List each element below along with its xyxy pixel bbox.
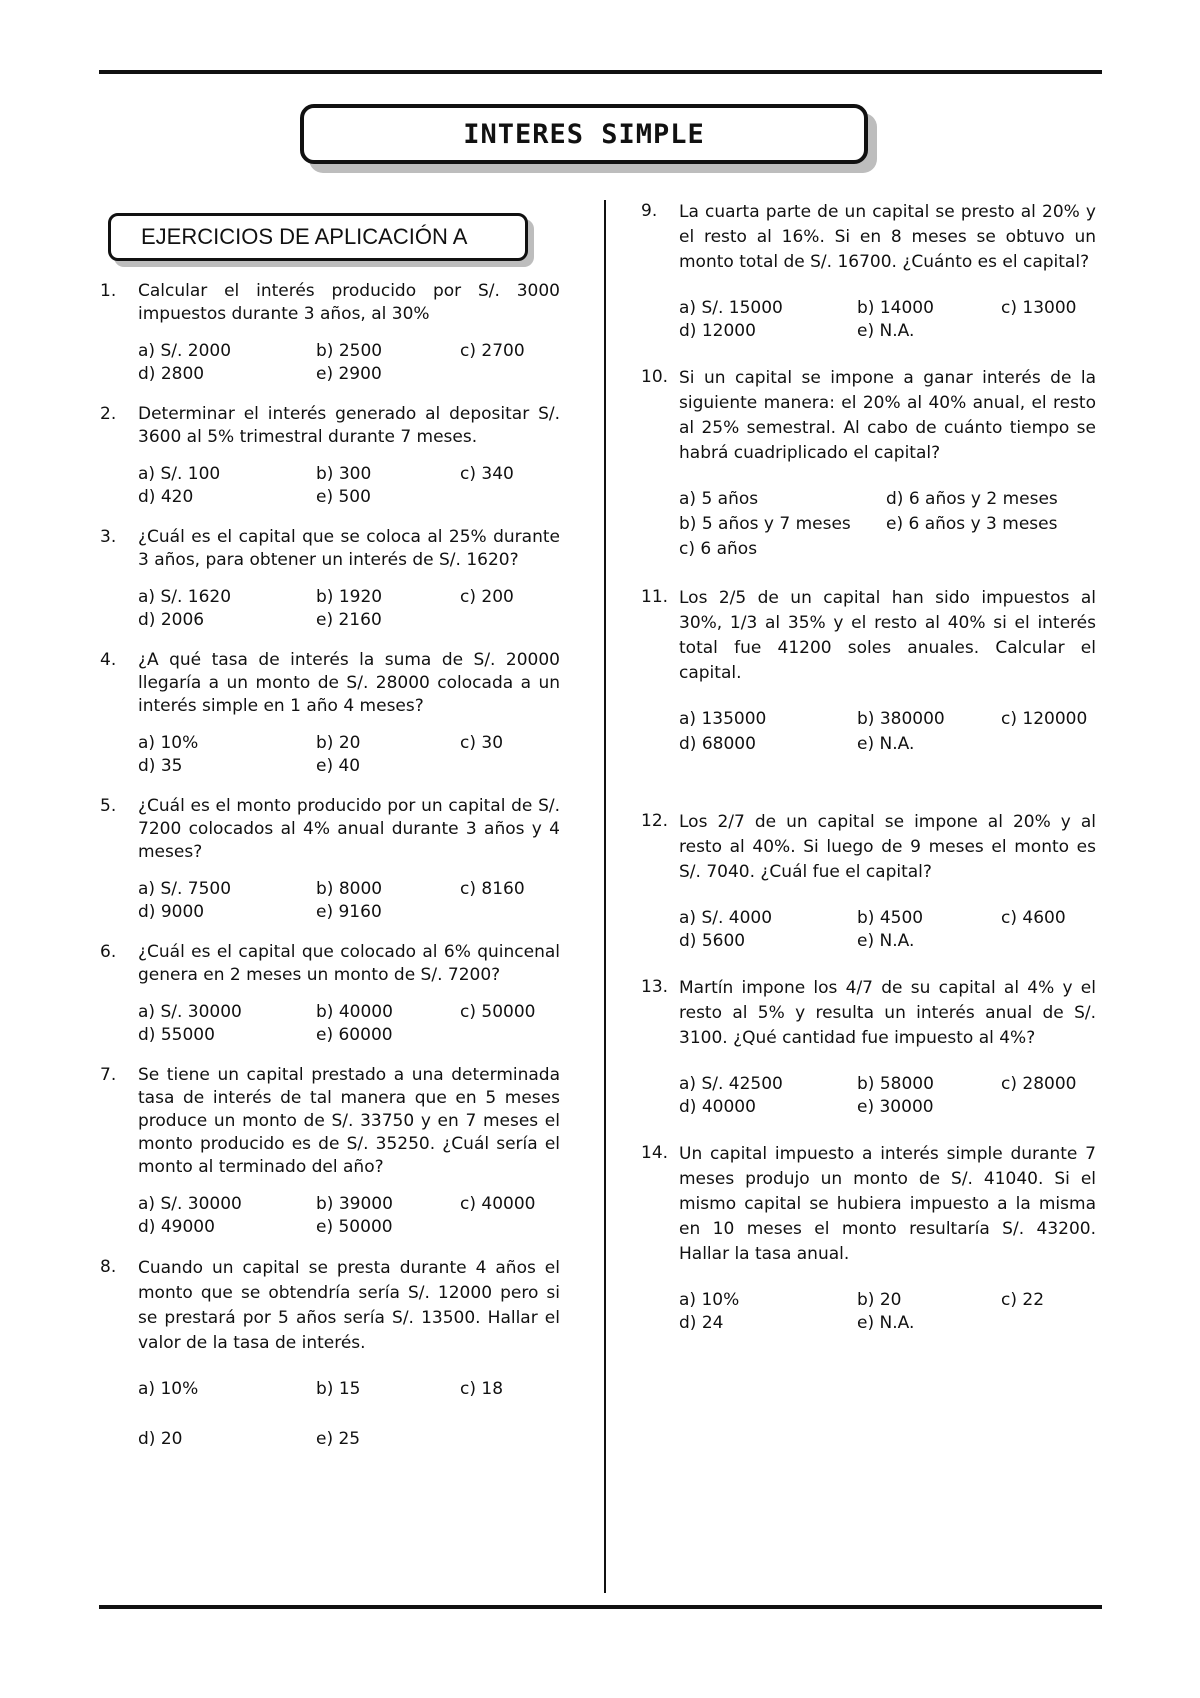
option-c: c) 40000 [460, 1194, 536, 1214]
option-c: c) 18 [460, 1379, 504, 1399]
option-a: a) S/. 7500 [138, 879, 232, 899]
option-e: e) N.A. [857, 1313, 915, 1333]
option-b: b) 15 [316, 1379, 361, 1399]
column-divider [604, 200, 606, 1593]
option-c: c) 8160 [460, 879, 525, 899]
question-13 [641, 976, 1096, 1119]
option-e: e) 2900 [316, 364, 382, 384]
option-d: d) 49000 [138, 1217, 215, 1237]
option-d: d) 2006 [138, 610, 205, 630]
option-b: b) 2500 [316, 341, 383, 361]
option-a: a) 10% [138, 1379, 199, 1399]
option-a: a) 10% [679, 1290, 740, 1310]
option-b: b) 20 [316, 733, 361, 753]
option-d: d) 9000 [138, 902, 205, 922]
option-b: b) 40000 [316, 1002, 393, 1022]
option-d: d) 2800 [138, 364, 205, 384]
options [138, 586, 560, 632]
question-5 [100, 795, 560, 924]
option-d: d) 24 [679, 1313, 724, 1333]
option-c: c) 2700 [460, 341, 525, 361]
option-e: e) 60000 [316, 1025, 393, 1045]
options [679, 708, 1096, 758]
right-column [641, 200, 1096, 1335]
question-number: 2. [100, 404, 117, 424]
option-a: a) S/. 15000 [679, 298, 783, 318]
option-c: c) 4600 [1001, 908, 1066, 928]
option-b: b) 1920 [316, 587, 383, 607]
page-title: INTERES SIMPLE [463, 118, 705, 150]
option-d: d) 55000 [138, 1025, 215, 1045]
question-text: Si un capital se impone a ganar interés de la siguiente manera: el 20% al 40% anual, el resto al 25% semestral. Al cabo de cuánto tiempo se habrá cuadriplicado el capital? [679, 368, 1096, 463]
question-11 [641, 586, 1096, 758]
question-number: 3. [100, 527, 117, 547]
question-text: Los 2/7 de un capital se impone al 20% y al resto al 40%. Si luego de 9 meses el monto es S/. 7040. ¿Cuál fue el capital? [679, 812, 1096, 882]
option-c: c) 120000 [1001, 709, 1088, 729]
option-e: e) 40 [316, 756, 361, 776]
option-d: d) 5600 [679, 931, 746, 951]
option-b: b) 8000 [316, 879, 383, 899]
option-c: c) 22 [1001, 1290, 1045, 1310]
option-e: e) 50000 [316, 1217, 393, 1237]
question-4 [100, 649, 560, 778]
question-text: Determinar el interés generado al depositar S/. 3600 al 5% trimestral durante 7 meses. [138, 404, 560, 447]
option-a: a) S/. 1620 [138, 587, 232, 607]
options [138, 340, 560, 386]
options [138, 1378, 560, 1451]
options [679, 1073, 1096, 1119]
option-b: b) 20 [857, 1290, 902, 1310]
question-12 [641, 810, 1096, 953]
question-6 [100, 941, 560, 1047]
option-d: d) 40000 [679, 1097, 756, 1117]
question-number: 10. [641, 367, 669, 387]
question-text: ¿Cuál es el capital que colocado al 6% quincenal genera en 2 meses un monto de S/. 7200? [138, 942, 560, 985]
options [138, 463, 560, 509]
option-c: c) 6 años [679, 539, 758, 559]
question-text: Martín impone los 4/7 de su capital al 4% y el resto al 5% y resulta un interés anual de S/. 3100. ¿Qué cantidad fue impuesto al 4%? [679, 978, 1096, 1048]
option-e: e) 6 años y 3 meses [886, 514, 1058, 534]
question-number: 14. [641, 1143, 669, 1163]
option-c: c) 50000 [460, 1002, 536, 1022]
option-e: e) 30000 [857, 1097, 934, 1117]
question-number: 4. [100, 650, 117, 670]
question-7 [100, 1064, 560, 1239]
option-a: a) 5 años [679, 489, 759, 509]
option-c: c) 13000 [1001, 298, 1077, 318]
option-d: d) 68000 [679, 734, 756, 754]
option-e: e) 25 [316, 1429, 361, 1449]
question-8 [100, 1256, 560, 1451]
option-b: b) 14000 [857, 298, 934, 318]
option-a: a) S/. 100 [138, 464, 221, 484]
question-number: 13. [641, 977, 669, 997]
option-a: a) S/. 4000 [679, 908, 773, 928]
option-a: a) S/. 30000 [138, 1194, 242, 1214]
option-c: c) 200 [460, 587, 514, 607]
question-number: 9. [641, 201, 658, 221]
question-14 [641, 1142, 1096, 1335]
option-e: e) N.A. [857, 931, 915, 951]
question-1 [100, 280, 560, 386]
options [679, 488, 1096, 563]
bottom-rule [99, 1605, 1102, 1609]
option-b: b) 300 [316, 464, 372, 484]
section-title: EJERCICIOS DE APLICACIÓN A [141, 224, 468, 249]
option-d: d) 12000 [679, 321, 756, 341]
question-number: 5. [100, 796, 117, 816]
question-10 [641, 366, 1096, 563]
question-text: Cuando un capital se presta durante 4 años el monto que se obtendría sería S/. 12000 pero si se prestará por 5 años sería S/. 13500. Hallar el valor de la tasa de interés. [138, 1258, 560, 1353]
question-9 [641, 200, 1096, 343]
option-c: c) 30 [460, 733, 504, 753]
option-e: e) 2160 [316, 610, 382, 630]
question-text: ¿Cuál es el capital que se coloca al 25% durante 3 años, para obtener un interés de S/. 1620? [138, 527, 560, 570]
option-e: e) 500 [316, 487, 371, 507]
question-number: 11. [641, 587, 669, 607]
option-d: d) 20 [138, 1429, 183, 1449]
question-number: 12. [641, 811, 669, 831]
option-b: b) 5 años y 7 meses [679, 514, 851, 534]
top-rule [99, 70, 1102, 74]
left-column [100, 280, 560, 1451]
question-2 [100, 403, 560, 509]
option-b: b) 4500 [857, 908, 924, 928]
option-a: a) 135000 [679, 709, 767, 729]
option-e: e) N.A. [857, 734, 915, 754]
options [138, 1193, 560, 1239]
question-text: ¿Cuál es el monto producido por un capital de S/. 7200 colocados al 4% anual durante 3 años y 4 meses? [138, 796, 560, 862]
options [679, 1289, 1096, 1335]
question-text: Los 2/5 de un capital han sido impuestos al 30%, 1/3 al 35% y el resto al 40% si el interés total fue 41200 soles anuales. Calcular el capital. [679, 588, 1096, 683]
question-number: 6. [100, 942, 117, 962]
question-text: Un capital impuesto a interés simple durante 7 meses produjo un monto de S/. 41040. Si el mismo capital se hubiera impuesto a la misma en 10 meses el monto resultaría S/. 43200. Hallar la tasa anual. [679, 1144, 1096, 1264]
question-number: 7. [100, 1065, 117, 1085]
question-number: 8. [100, 1257, 117, 1277]
question-text: ¿A qué tasa de interés la suma de S/. 20000 llegaría a un monto de S/. 28000 colocada a un interés simple en 1 año 4 meses? [138, 650, 560, 716]
question-number: 1. [100, 281, 117, 301]
question-text: La cuarta parte de un capital se presto al 20% y el resto al 16%. Si en 8 meses se obtuvo un monto total de S/. 16700. ¿Cuánto es el capital? [679, 202, 1096, 272]
option-b: b) 380000 [857, 709, 945, 729]
option-a: a) S/. 30000 [138, 1002, 242, 1022]
question-text: Calcular el interés producido por S/. 3000 impuestos durante 3 años, al 30% [138, 281, 560, 324]
option-b: b) 58000 [857, 1074, 934, 1094]
section-box [108, 213, 528, 261]
option-d: d) 6 años y 2 meses [886, 489, 1058, 509]
option-c: c) 28000 [1001, 1074, 1077, 1094]
option-c: c) 340 [460, 464, 514, 484]
option-a: a) S/. 42500 [679, 1074, 783, 1094]
option-a: a) S/. 2000 [138, 341, 232, 361]
option-a: a) 10% [138, 733, 199, 753]
title-box [300, 104, 868, 164]
question-text: Se tiene un capital prestado a una determinada tasa de interés de tal manera que en 5 meses produce un monto de S/. 33750 y en 7 meses el monto producido es de S/. 35250. ¿Cuál sería el monto al terminado del año? [138, 1065, 560, 1177]
options [679, 907, 1096, 953]
options [138, 732, 560, 778]
option-e: e) N.A. [857, 321, 915, 341]
option-d: d) 420 [138, 487, 194, 507]
options [138, 1001, 560, 1047]
options [138, 878, 560, 924]
option-d: d) 35 [138, 756, 183, 776]
option-e: e) 9160 [316, 902, 382, 922]
question-3 [100, 526, 560, 632]
option-b: b) 39000 [316, 1194, 393, 1214]
options [679, 297, 1096, 343]
